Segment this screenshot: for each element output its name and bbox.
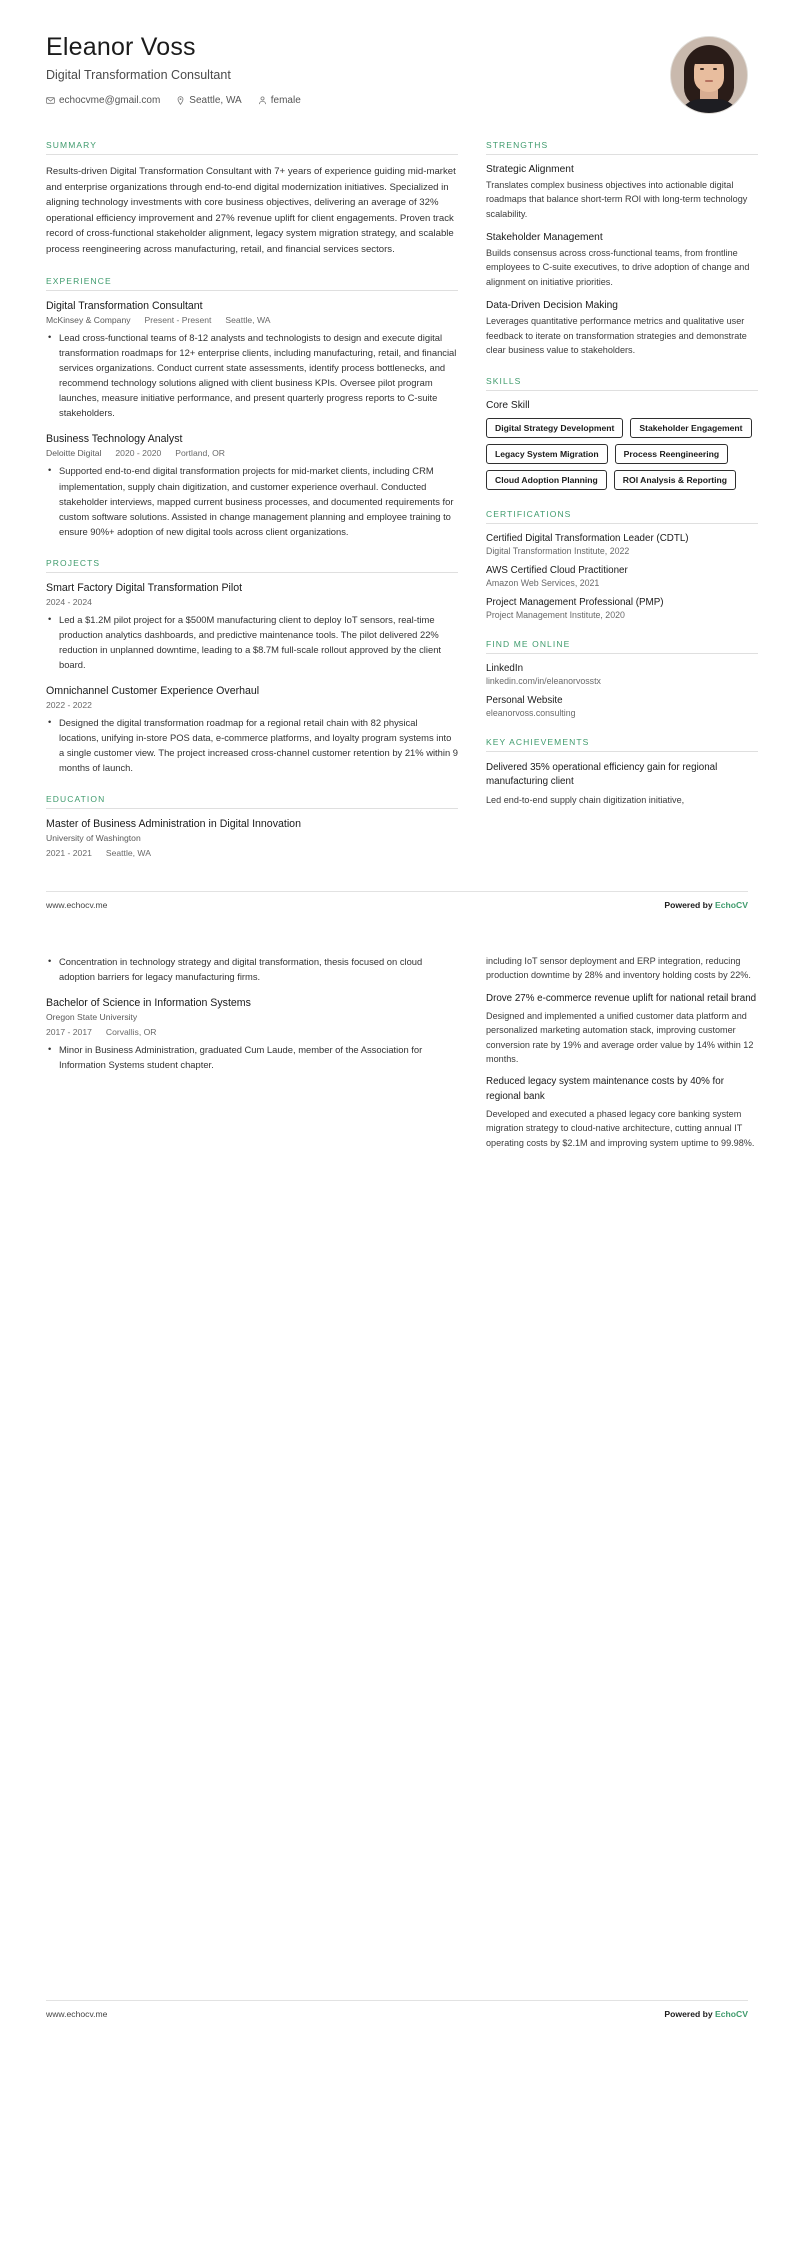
resume-page-1 [0,0,794,877]
achievement-title: Delivered 35% operational efficiency gain for regional manufacturing client [486,762,718,788]
project-dates: 2024 - 2024 [46,596,92,607]
strength-item [486,300,758,357]
section-key-achievements [486,737,758,807]
strength-item [486,232,758,289]
certification-meta: Digital Transformation Institute, 2022 [486,546,630,557]
section-title-certifications: CERTIFICATIONS [486,509,758,524]
education-location: Seattle, WA [105,848,151,859]
avatar [670,36,748,114]
section-experience [46,276,458,539]
certification-name: Certified Digital Transformation Leader (CDTL) [486,533,689,545]
summary-text: Results-driven Digital Transformation Consultant with 7+ years of experience guiding mid-market and enterprise organizations through end-to-end digital modernization initiatives. Specialized in aligning technology investments with core business objectives, delivering an average of 32% operational efficiency improvement and 27% revenue uplift for client engagements. Proven track record of cross-functional stakeholder alignment, legacy system migration strategy, and scalable process reengineering across manufacturing, retail, and financial services sectors. [46,166,456,255]
education-meta-dates [46,848,458,858]
achievement-item [486,992,758,1067]
experience-bullets [46,463,458,538]
certification-meta: Amazon Web Services, 2021 [486,578,600,589]
resume-columns [46,140,748,877]
skill-chip: ROI Analysis & Reporting [614,470,736,490]
skill-chip-list [486,418,758,490]
section-projects [46,558,458,775]
section-skills [486,376,758,490]
certification-meta: Project Management Institute, 2020 [486,610,625,621]
online-link-url[interactable]: eleanorvoss.consulting [486,708,576,719]
skill-chip: Cloud Adoption Planning [486,470,607,490]
experience-location: Portland, OR [175,448,225,459]
section-title-strengths: STRENGTHS [486,140,758,155]
skill-chip: Process Reengineering [615,444,729,464]
list-item: • Concentration in technology strategy and digital transformation, thesis focused on cloud adoption barriers for legacy manufacturing firms. [59,954,458,984]
online-link-label: LinkedIn [486,663,524,675]
right-column-page2 [486,954,758,1159]
project-entry [46,582,458,672]
education-meta [46,833,458,843]
education-meta-dates [46,1027,458,1037]
strength-title: Stakeholder Management [486,232,603,244]
experience-dates: Present - Present [144,315,212,326]
education-title: Bachelor of Science in Information Systems [46,997,251,1010]
section-title-experience: EXPERIENCE [46,276,458,291]
project-title: Omnichannel Customer Experience Overhaul [46,684,260,697]
resume-columns-page2 [46,954,757,1159]
certification-item [486,565,758,588]
list-item: • Led a $1.2M pilot project for a $500M manufacturing client to deploy IoT sensors, real-time production analytics dashboards, and predictive maintenance tools. The pilot delivered 22% reduction in unplanned downtime, leading to a $8.7M full-scale rollout approved by the client board. [59,612,458,672]
resume-page-2 [0,926,794,1986]
education-dates: 2017 - 2017 [46,1027,92,1038]
section-title-skills: SKILLS [486,376,758,391]
list-item: • Lead cross-functional teams of 8-12 analysts and technologists to design and execute digital transformation roadmaps for 12+ enterprise clients, including manufacturing, retail, and financial services organizations. Conduct current state assessments, identify process bottlenecks, and recommend technology solutions aligned with client business KPIs. Oversee pilot program launches, measure initiative performance, and present quarterly progress reports to C-suite stakeholders. [59,330,458,420]
achievement-title: Drove 27% e-commerce revenue uplift for national retail brand [486,992,757,1004]
strength-title: Data-Driven Decision Making [486,300,618,312]
contact-row [46,95,301,106]
experience-meta [46,448,458,458]
footer-brand: Powered by EchoCV [664,2009,748,2020]
experience-org: McKinsey & Company [46,315,131,326]
footer-site[interactable]: www.echocv.me [46,2009,108,2020]
section-education [46,794,458,858]
experience-org: Deloitte Digital [46,448,102,459]
contact-location-text: Seattle, WA [189,94,242,106]
education-location: Corvallis, OR [105,1027,157,1038]
list-item: • Minor in Business Administration, graduated Cum Laude, member of the Association for Information Systems student chapter. [59,1042,458,1072]
contact-email-text: echocvme@gmail.com [59,94,161,106]
page-footer-1 [46,891,748,910]
education-bullets [46,1042,458,1072]
section-certifications [486,509,758,620]
left-column-page2 [46,954,458,1159]
education-entry [46,818,458,858]
page-footer-2 [46,2000,748,2019]
section-title-projects: PROJECTS [46,558,458,573]
online-link-label: Personal Website [486,695,563,707]
education-title: Master of Business Administration in Digital Innovation [46,818,301,831]
education-entry-continued [46,954,458,984]
job-title: Digital Transformation Consultant [46,67,231,82]
education-org: University of Washington [46,833,141,844]
education-entry [46,997,458,1072]
online-link-url[interactable]: linkedin.com/in/eleanorvosstx [486,676,601,687]
strength-body: Leverages quantitative performance metrics and qualitative user feedback to iterate on transformation strategies and demonstrate clear business value to stakeholders. [486,316,747,355]
map-pin-icon [176,96,185,105]
education-bullets [46,954,458,984]
experience-title: Business Technology Analyst [46,433,183,446]
left-column [46,140,458,877]
section-summary [46,140,458,257]
strength-item [486,164,758,221]
envelope-icon [46,96,55,105]
achievement-body: Developed and executed a phased legacy core banking system migration strategy to cloud-native architecture, cutting annual IT operating costs by $2.1M and improving system uptime to 99.98%. [486,1108,755,1148]
footer-brand: Powered by EchoCV [664,900,748,911]
education-dates: 2021 - 2021 [46,848,92,859]
page-title: Eleanor Voss [46,33,196,61]
list-item: • Supported end-to-end digital transformation projects for mid-market clients, including CRM implementation, supply chain digitization, and customer experience overhaul. Conducted stakeholder interviews, mapped current business processes, and documented requirements for custom software solutions. Assisted in change management planning and employee training to ensure 90%+ adoption of new digital tools across client organizations. [59,463,458,538]
experience-entry [46,300,458,420]
certification-name: Project Management Professional (PMP) [486,597,664,609]
experience-location: Seattle, WA [225,315,271,326]
header-text-block [46,34,301,106]
project-entry [46,685,458,775]
contact-location [176,95,241,106]
contact-gender [258,95,301,106]
achievement-title: Reduced legacy system maintenance costs by 40% for regional bank [486,1076,724,1102]
list-item: • Designed the digital transformation roadmap for a regional retail chain with 82 physical locations, unifying in-store POS data, e-commerce platforms, and loyalty program systems into a single customer view. The project increased cross-channel customer retention by 21% within 9 months of launch. [59,715,458,775]
section-find-me-online [486,639,758,718]
achievement-item-continued [486,954,758,983]
project-title: Smart Factory Digital Transformation Pilot [46,581,243,594]
experience-meta [46,315,458,325]
strength-body: Translates complex business objectives into actionable digital roadmaps that balance short-term ROI with long-term technology scalability. [486,180,748,219]
experience-dates: 2020 - 2020 [115,448,162,459]
section-title-online: FIND ME ONLINE [486,639,758,654]
education-org: Oregon State University [46,1012,138,1023]
achievement-body-continued: including IoT sensor deployment and ERP integration, reducing production downtime by 28% and inventory holding costs by 22%. [486,956,751,981]
project-bullets [46,715,458,775]
resume-header [46,34,748,114]
section-title-summary: SUMMARY [46,140,458,155]
online-link-item[interactable] [486,695,758,718]
skill-group-label: Core Skill [486,400,530,412]
contact-email [46,95,160,106]
experience-bullets [46,330,458,420]
skill-chip: Digital Strategy Development [486,418,623,438]
certification-item [486,597,758,620]
footer-site[interactable]: www.echocv.me [46,900,108,911]
project-meta [46,700,458,710]
right-column [486,140,758,877]
strength-title: Strategic Alignment [486,164,574,175]
achievement-item [486,1075,758,1149]
project-dates: 2022 - 2022 [46,699,92,710]
section-title-achievements: KEY ACHIEVEMENTS [486,737,758,752]
education-meta [46,1012,458,1022]
contact-gender-text: female [270,94,301,106]
experience-entry [46,433,458,538]
person-icon [258,96,267,105]
online-link-item[interactable] [486,663,758,686]
section-title-education: EDUCATION [46,794,458,809]
strength-body: Builds consensus across cross-functional teams, from frontline employees to C-suite executives, to drive adoption of change and alignment on initiative priorities. [486,248,750,287]
certification-name: AWS Certified Cloud Practitioner [486,565,628,577]
achievement-item [486,761,758,807]
skill-chip: Stakeholder Engagement [630,418,751,438]
section-strengths [486,140,758,357]
project-bullets [46,612,458,672]
achievement-body: Designed and implemented a unified customer data platform and personalized marketing automation stack, improving customer conversion rate by 19% and average order value by 14% within 12 months. [486,1011,754,1065]
project-meta [46,597,458,607]
skill-chip: Legacy System Migration [486,444,608,464]
experience-title: Digital Transformation Consultant [46,300,203,313]
certification-item [486,533,758,556]
achievement-body-start: Led end-to-end supply chain digitization initiative, [486,794,685,805]
